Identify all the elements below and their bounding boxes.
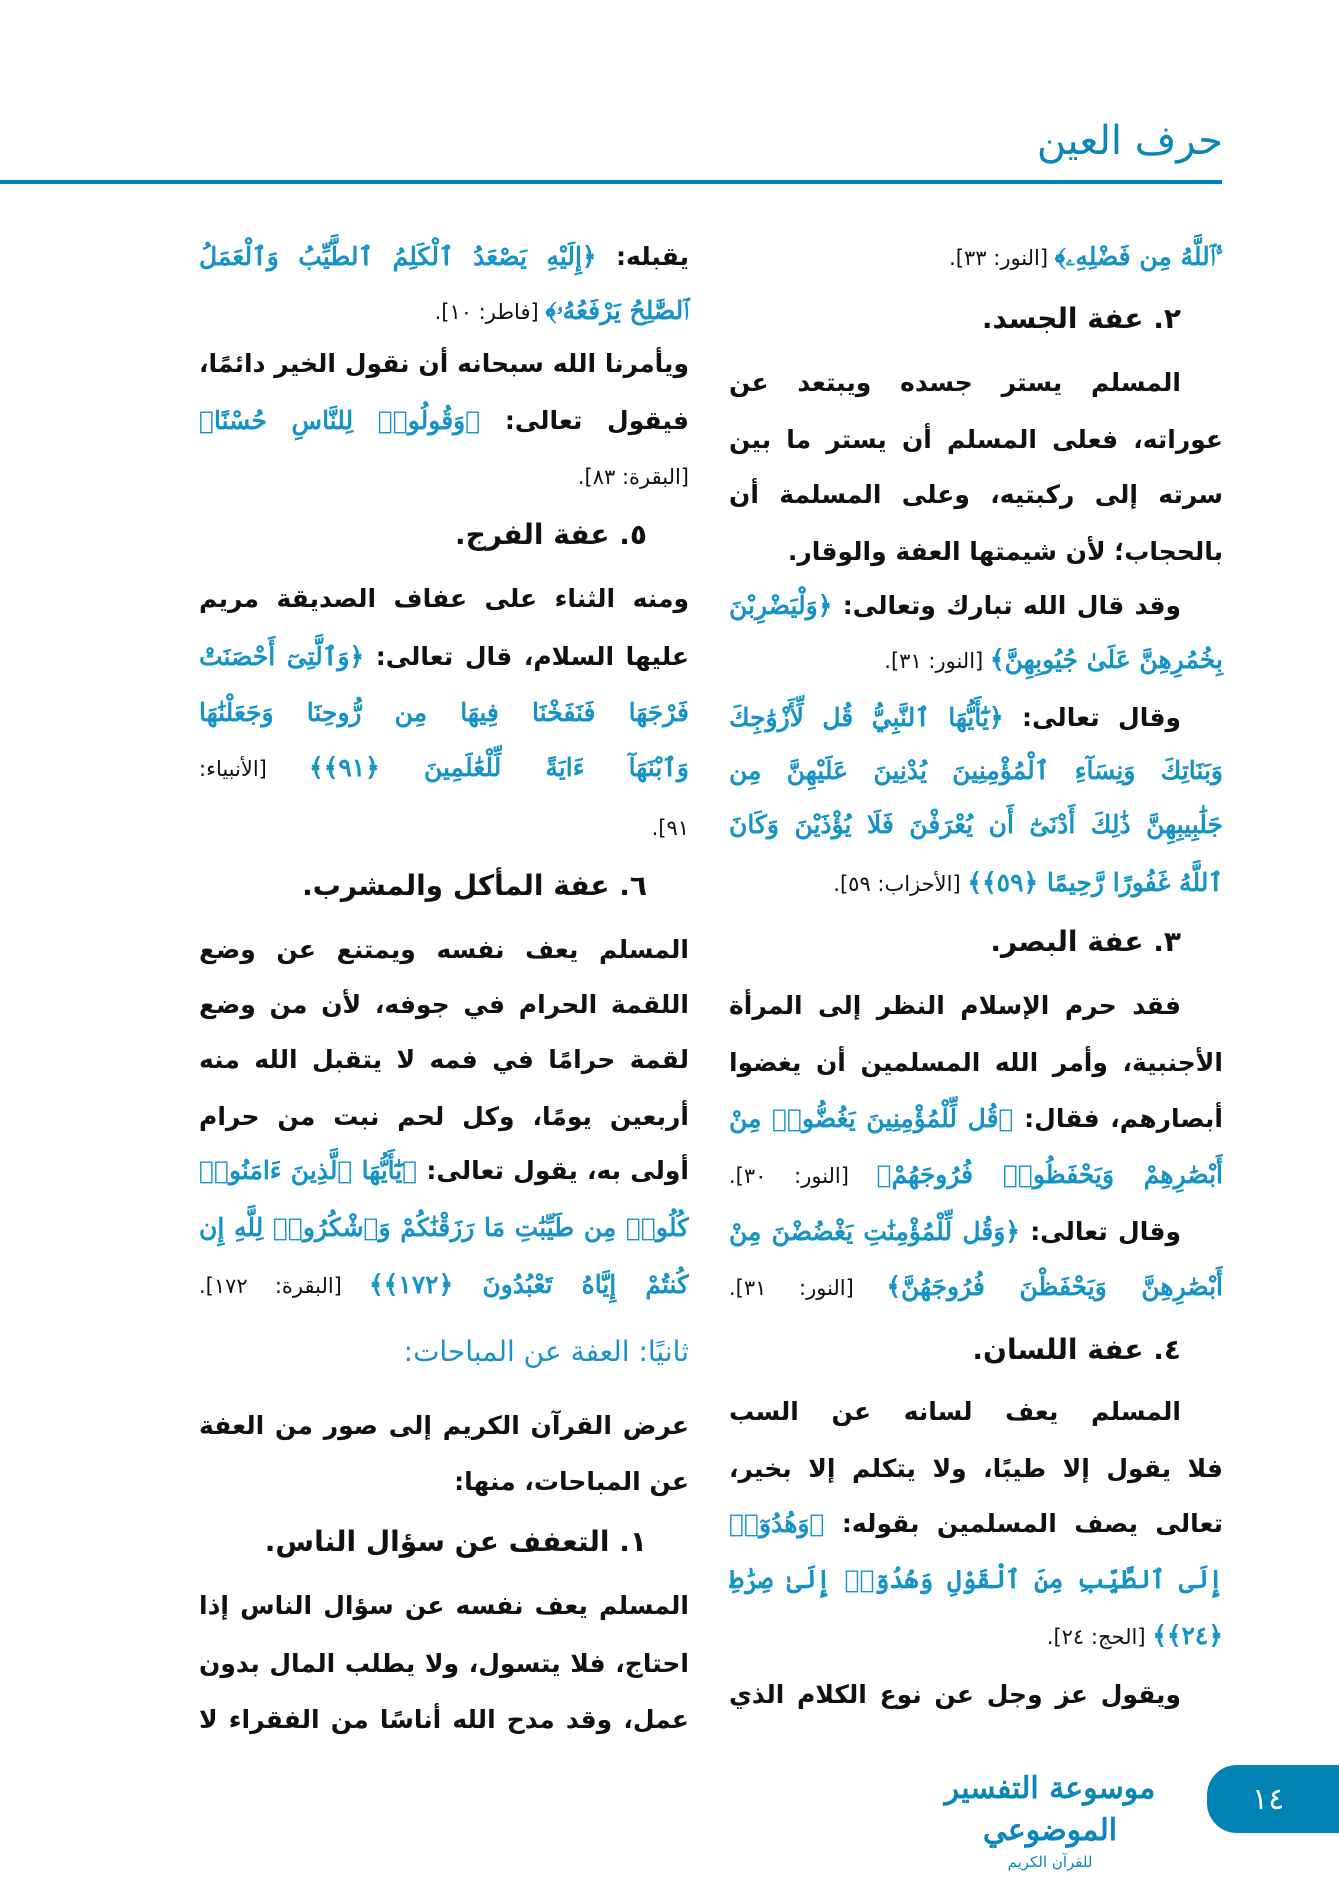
- verse-reference: [البقرة: ١٧٢].: [199, 1274, 369, 1298]
- body-text: المسلم يعف نفسه ويمتنع عن وضع: [199, 935, 689, 964]
- quran-verse: بِخُمُرِهِنَّ عَلَىٰ جُيُوبِهِنَّ﴾: [989, 645, 1223, 674]
- section-heading: [199, 507, 689, 563]
- quran-verse: أَبْصَٰرِهِمْ وَيَحْفَظُوا۟ فُرُوجَهُمْ﴾: [876, 1160, 1223, 1189]
- text-line: [199, 1143, 689, 1199]
- text-line: [729, 1147, 1223, 1203]
- text-line: [199, 685, 689, 741]
- body-text: ثانيًا: العفة عن المباحات:: [403, 1335, 689, 1368]
- text-line: [199, 1257, 689, 1313]
- body-text: عرض القرآن الكريم إلى صور من العفة: [199, 1411, 689, 1440]
- text-line: [199, 799, 689, 855]
- text-line: [729, 855, 1223, 911]
- body-text: لقمة حرامًا في فمه لا يتقبل الله منه: [199, 1045, 689, 1074]
- series-logo: [930, 1768, 1170, 1871]
- body-text: سرته إلى ركبتيه، وعلى المسلمة أن: [729, 480, 1223, 509]
- right-column: [729, 0, 1223, 1760]
- section-heading: [729, 291, 1223, 347]
- body-text: وقد قال الله تبارك وتعالى:: [832, 591, 1181, 620]
- quran-verse: ﴿وَلْيَضْرِبْنَ: [729, 591, 833, 620]
- verse-reference: [الأحزاب: ٥٩].: [833, 872, 968, 896]
- verse-reference: [فاطر: ١٠].: [434, 300, 546, 324]
- body-text: ويقول عز وجل عن نوع الكلام الذي: [729, 1680, 1181, 1709]
- body-text: عليها السلام، قال تعالى:: [364, 642, 689, 671]
- text-line: [199, 1454, 689, 1510]
- verse-reference: [النور: ٣١].: [729, 1276, 887, 1300]
- text-line: [199, 229, 689, 285]
- body-text: فقد حرم الإسلام النظر إلى المرأة: [729, 991, 1181, 1020]
- body-text: عن المباحات، منها:: [454, 1467, 689, 1496]
- body-text: اللقمة الحرام في جوفه، لأن من وضع: [199, 990, 689, 1019]
- text-line: [729, 1259, 1223, 1315]
- text-line: [199, 1200, 689, 1256]
- quran-verse: ٱللَّهُ غَفُورًا رَّحِيمًا ﴿٥٩﴾﴾: [967, 868, 1223, 897]
- quran-verse: كُلُوا۟ مِن طَيِّبَٰتِ مَا رَزَقْنَٰكُمْ وَٱشْكُرُوا۟ لِلَّهِ إِن: [199, 1213, 689, 1242]
- text-line: [729, 632, 1223, 688]
- section-heading: [729, 1322, 1223, 1378]
- body-text: بالحجاب؛ لأن شيمتها العفة والوقار.: [787, 537, 1223, 566]
- text-line: [199, 1578, 689, 1634]
- body-text: ٤. عفة اللسان.: [972, 1333, 1181, 1366]
- quran-verse: ﴿إِلَيْهِ يَصْعَدُ ٱلْكَلِمُ ٱلطَّيِّبُ وَٱلْعَمَلُ: [199, 242, 597, 271]
- body-text: أربعين يومًا، وكل لحم نبت من حرام: [199, 1102, 689, 1131]
- quran-verse: أَبْصَٰرِهِنَّ وَيَحْفَظْنَ فُرُوجَهُنَّ﴾: [886, 1272, 1223, 1301]
- quran-verse: كُنتُمْ إِيَّاهُ تَعْبُدُونَ ﴿١٧٢﴾﴾: [368, 1270, 689, 1299]
- quran-verse: ﴿يَٰٓأَيُّهَا ٱلنَّبِيُّ قُل لِّأَزْوَٰجِكَ: [729, 703, 1004, 732]
- logo-sub-text: للقرآن الكريم: [1007, 1853, 1093, 1871]
- quran-verse: وَبَنَاتِكَ وَنِسَآءِ ٱلْمُؤْمِنِينَ يُدْنِينَ عَلَيْهِنَّ مِن: [729, 756, 1223, 785]
- section-heading: [199, 1514, 689, 1570]
- body-text: الأجنبية، وأمر الله المسلمين أن يغضوا: [729, 1048, 1223, 1077]
- text-line: [729, 1667, 1223, 1723]
- text-line: [729, 1035, 1223, 1091]
- body-text: المسلم يعف نفسه عن سؤال الناس إذا: [199, 1591, 689, 1620]
- verse-reference: [النور: ٣٣].: [949, 246, 1055, 270]
- text-line: [199, 740, 689, 796]
- body-text: عوراته، فعلى المسلم أن يستر ما بين: [729, 425, 1223, 454]
- body-text: ٥. عفة الفرج.: [455, 518, 647, 551]
- section-heading: [199, 858, 689, 914]
- text-line: [199, 336, 689, 392]
- text-line: [729, 690, 1223, 746]
- body-text: أبصارهم، فقال:: [1013, 1104, 1223, 1133]
- body-text: ومنه الثناء على عفاف الصديقة مريم: [199, 584, 689, 613]
- text-line: [199, 629, 689, 685]
- text-line: [729, 743, 1223, 799]
- quran-verse: وَٱبْنَهَآ ءَايَةً لِّلْعَٰلَمِينَ ﴿٩١﴾﴾: [309, 753, 689, 782]
- body-text: ٣. عفة البصر.: [990, 925, 1181, 958]
- text-line: [729, 229, 1223, 285]
- text-line: [199, 1398, 689, 1454]
- verse-reference: [النور: ٣١].: [884, 649, 990, 673]
- text-line: [729, 524, 1223, 580]
- text-line: [729, 578, 1223, 634]
- text-line: [199, 1032, 689, 1088]
- text-line: [729, 797, 1223, 853]
- page-number: ١٤: [1207, 1765, 1339, 1833]
- body-text: وقال تعالى:: [1003, 703, 1181, 732]
- quran-verse: إِلَى ٱلطَّيِّبِ مِنَ ٱلْقَوْلِ وَهُدُوٓا۟ إِلَىٰ صِرَٰطِ: [729, 1565, 1223, 1594]
- chapter-title: حرف العين: [1036, 118, 1223, 164]
- text-line: [729, 1496, 1223, 1552]
- text-line: [199, 571, 689, 627]
- verse-reference: [النور: ٣٠].: [729, 1164, 877, 1188]
- body-text: ويأمرنا الله سبحانه أن نقول الخير دائمًا،: [199, 349, 689, 378]
- quran-verse: ﴿وَٱلَّتِىٓ أَحْصَنَتْ: [199, 642, 365, 671]
- body-text: أولى به، يقول تعالى:: [417, 1156, 689, 1185]
- text-line: [729, 1552, 1223, 1608]
- quran-verse: ﴿وَقُل لِّلْمُؤْمِنَٰتِ يَغْضُضْنَ مِنْ: [729, 1217, 1020, 1246]
- text-line: [199, 1089, 689, 1145]
- text-line: [199, 977, 689, 1033]
- text-line: [199, 393, 689, 449]
- text-line: [199, 1692, 689, 1748]
- quran-verse: ﴿قُل لِّلْمُؤْمِنِينَ يَغُضُّوا۟ مِنْ: [729, 1104, 1014, 1133]
- verse-reference: [البقرة: ٨٣].: [577, 465, 689, 489]
- text-line: [199, 283, 689, 339]
- body-text: تعالى يصف المسلمين بقوله:: [824, 1509, 1223, 1538]
- body-text: ٢. عفة الجسد.: [981, 302, 1181, 335]
- body-text: فيقول تعالى:: [480, 406, 689, 435]
- verse-reference: [الأنبياء:: [199, 757, 310, 781]
- text-line: [729, 412, 1223, 468]
- verse-reference: ٩١].: [651, 816, 689, 840]
- body-text: ٦. عفة المأكل والمشرب.: [302, 869, 647, 902]
- logo-main-text: موسوعة التفسير الموضوعي: [944, 1771, 1156, 1848]
- quran-verse: ﴿وَهُدُوٓا۟: [729, 1509, 825, 1538]
- left-column: [199, 0, 689, 1760]
- quran-verse: ﴿وَقُولُوا۟ لِلنَّاسِ حُسْنًا﴾: [199, 406, 481, 435]
- text-line: [729, 1441, 1223, 1497]
- body-text: احتاج، فلا يتسول، ولا يطلب المال بدون: [199, 1649, 689, 1678]
- quran-verse: ﱡٱللَّهُ مِن فَضْلِهِۦ﴾: [1054, 242, 1223, 271]
- quran-verse: ﴿يَٰٓأَيُّهَا ٱلَّذِينَ ءَامَنُوا۟: [199, 1156, 418, 1185]
- text-line: [199, 1636, 689, 1692]
- text-line: [729, 1608, 1223, 1664]
- text-line: [729, 355, 1223, 411]
- text-line: [199, 922, 689, 978]
- text-line: [729, 978, 1223, 1034]
- body-text: يقبله:: [596, 242, 689, 271]
- verse-reference: [الحج: ٢٤].: [1046, 1625, 1153, 1649]
- body-text: فلا يقول إلا طيبًا، ولا يتكلم إلا بخير،: [729, 1454, 1223, 1483]
- quran-verse: ﴿٢٤﴾﴾: [1152, 1621, 1223, 1650]
- text-line: [729, 1384, 1223, 1440]
- body-text: عمل، وقد مدح الله أناسًا من الفقراء لا: [199, 1705, 689, 1734]
- quran-verse: فَرْجَهَا فَنَفَخْنَا فِيهَا مِن رُّوحِنَا وَجَعَلْنَٰهَا: [199, 698, 689, 727]
- body-text: المسلم يعف لسانه عن السب: [729, 1397, 1181, 1426]
- body-text: ١. التعفف عن سؤال الناس.: [264, 1525, 647, 1558]
- text-line: [199, 448, 689, 504]
- quran-verse: جَلَٰبِيبِهِنَّ ذَٰلِكَ أَدْنَىٰٓ أَن يُعْرَفْنَ فَلَا يُؤْذَيْنَ وَكَانَ: [729, 810, 1223, 839]
- text-line: [729, 467, 1223, 523]
- text-line: [729, 1091, 1223, 1147]
- section-heading: [729, 914, 1223, 970]
- section-heading: [199, 1324, 689, 1380]
- quran-verse: ٱلصَّٰلِحُ يَرْفَعُهُۥ﴾: [545, 296, 689, 325]
- text-line: [729, 1204, 1223, 1260]
- body-text: المسلم يستر جسده ويبتعد عن: [729, 368, 1181, 397]
- body-text: وقال تعالى:: [1019, 1217, 1181, 1246]
